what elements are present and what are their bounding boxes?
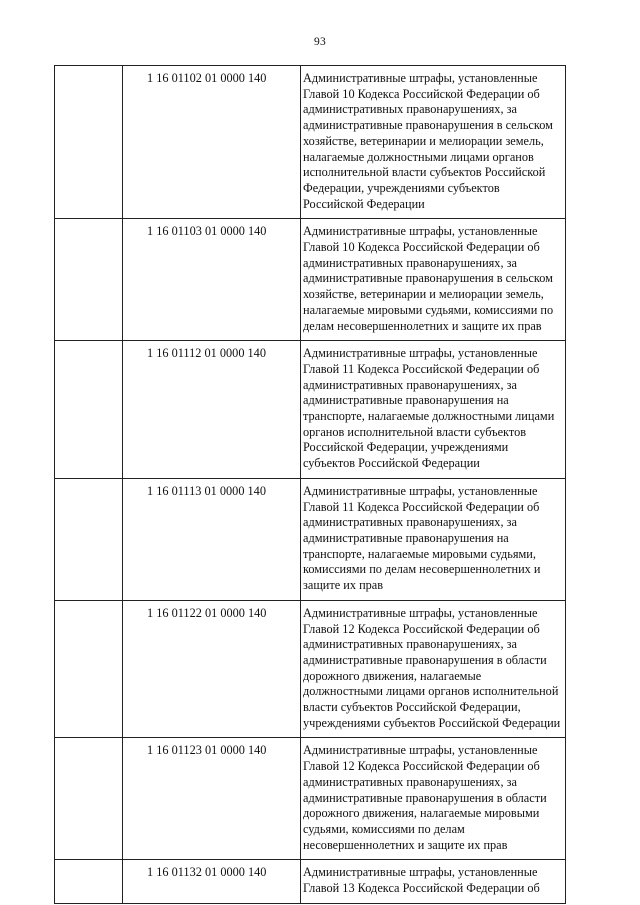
code-cell (123, 66, 301, 219)
code-cell (123, 600, 301, 738)
budget-code: 1 16 01122 01 0000 140 (147, 605, 267, 620)
description-cell (301, 860, 566, 903)
budget-code: 1 16 01102 01 0000 140 (147, 71, 267, 85)
table-row (55, 478, 566, 600)
table-row (55, 219, 566, 341)
empty-cell (55, 66, 123, 219)
budget-code: 1 16 01123 01 0000 140 (147, 743, 267, 758)
budget-code: 1 16 01103 01 0000 140 (147, 224, 267, 239)
code-description: Административные штрафы, установленные Главой 12 Кодекса Российской Федерации об административных правонарушениях, за административные правонарушения в области дорожного движения, налагаемые должностными лицами органов исполнительной власти субъектов Российской Федерации, учреждениями субъектов Российской Федерации (303, 605, 561, 730)
table-row (55, 738, 566, 860)
code-cell (123, 860, 301, 903)
table-row (55, 860, 566, 903)
code-description: Административные штрафы, установленные Главой 11 Кодекса Российской Федерации об административных правонарушениях, за административные правонарушения на транспорте, налагаемые мировыми судьями, комиссиями по делам несовершеннолетних и защите их прав (303, 483, 541, 593)
empty-cell (55, 341, 123, 479)
code-description: Административные штрафы, установленные Главой 12 Кодекса Российской Федерации об административных правонарушениях, за административные правонарушения в области дорожного движения, налагаемые мировыми судьями, комиссиями по делам несовершеннолетних и защите их прав (303, 743, 547, 852)
empty-cell (55, 738, 123, 860)
revenue-codes-table (54, 65, 566, 904)
budget-code: 1 16 01113 01 0000 140 (147, 483, 266, 498)
table-row (55, 66, 566, 219)
description-cell (301, 66, 566, 219)
description-cell (301, 738, 566, 860)
budget-code: 1 16 01132 01 0000 140 (147, 865, 267, 880)
page-number: 93 (314, 36, 326, 48)
empty-cell (55, 600, 123, 738)
code-description: Административные штрафы, установленные Главой 11 Кодекса Российской Федерации об административных правонарушениях, за административные правонарушения на транспорте, налагаемые должностными лицами органов исполнительной власти субъектов Российской Федерации, учреждениями субъектов Российской Федерации (303, 346, 555, 471)
description-cell (301, 478, 566, 600)
description-cell (301, 219, 566, 341)
description-cell (301, 341, 566, 479)
table-row (55, 341, 566, 479)
code-description: Административные штрафы, установленные Главой 13 Кодекса Российской Федерации об (303, 865, 540, 896)
empty-cell (55, 860, 123, 903)
description-cell (301, 600, 566, 738)
code-cell (123, 341, 301, 479)
code-description: Административные штрафы, установленные Главой 10 Кодекса Российской Федерации об административных правонарушениях, за административные правонарушения в сельском хозяйстве, ветеринарии и мелиорации земель, налагаемые должностными лицами органов исполнительной власти субъектов Российской Федерации, учреждениями субъектов Российской Федерации (303, 71, 553, 211)
code-cell (123, 219, 301, 341)
code-description: Административные штрафы, установленные Главой 10 Кодекса Российской Федерации об административных правонарушениях, за административные правонарушения в сельском хозяйстве, ветеринарии и мелиорации земель, налагаемые мировыми судьями, комиссиями по делам несовершеннолетних и защите их прав (303, 224, 554, 333)
code-cell (123, 738, 301, 860)
code-cell (123, 478, 301, 600)
budget-code: 1 16 01112 01 0000 140 (147, 346, 266, 361)
empty-cell (55, 478, 123, 600)
table-row (55, 600, 566, 738)
empty-cell (55, 219, 123, 341)
